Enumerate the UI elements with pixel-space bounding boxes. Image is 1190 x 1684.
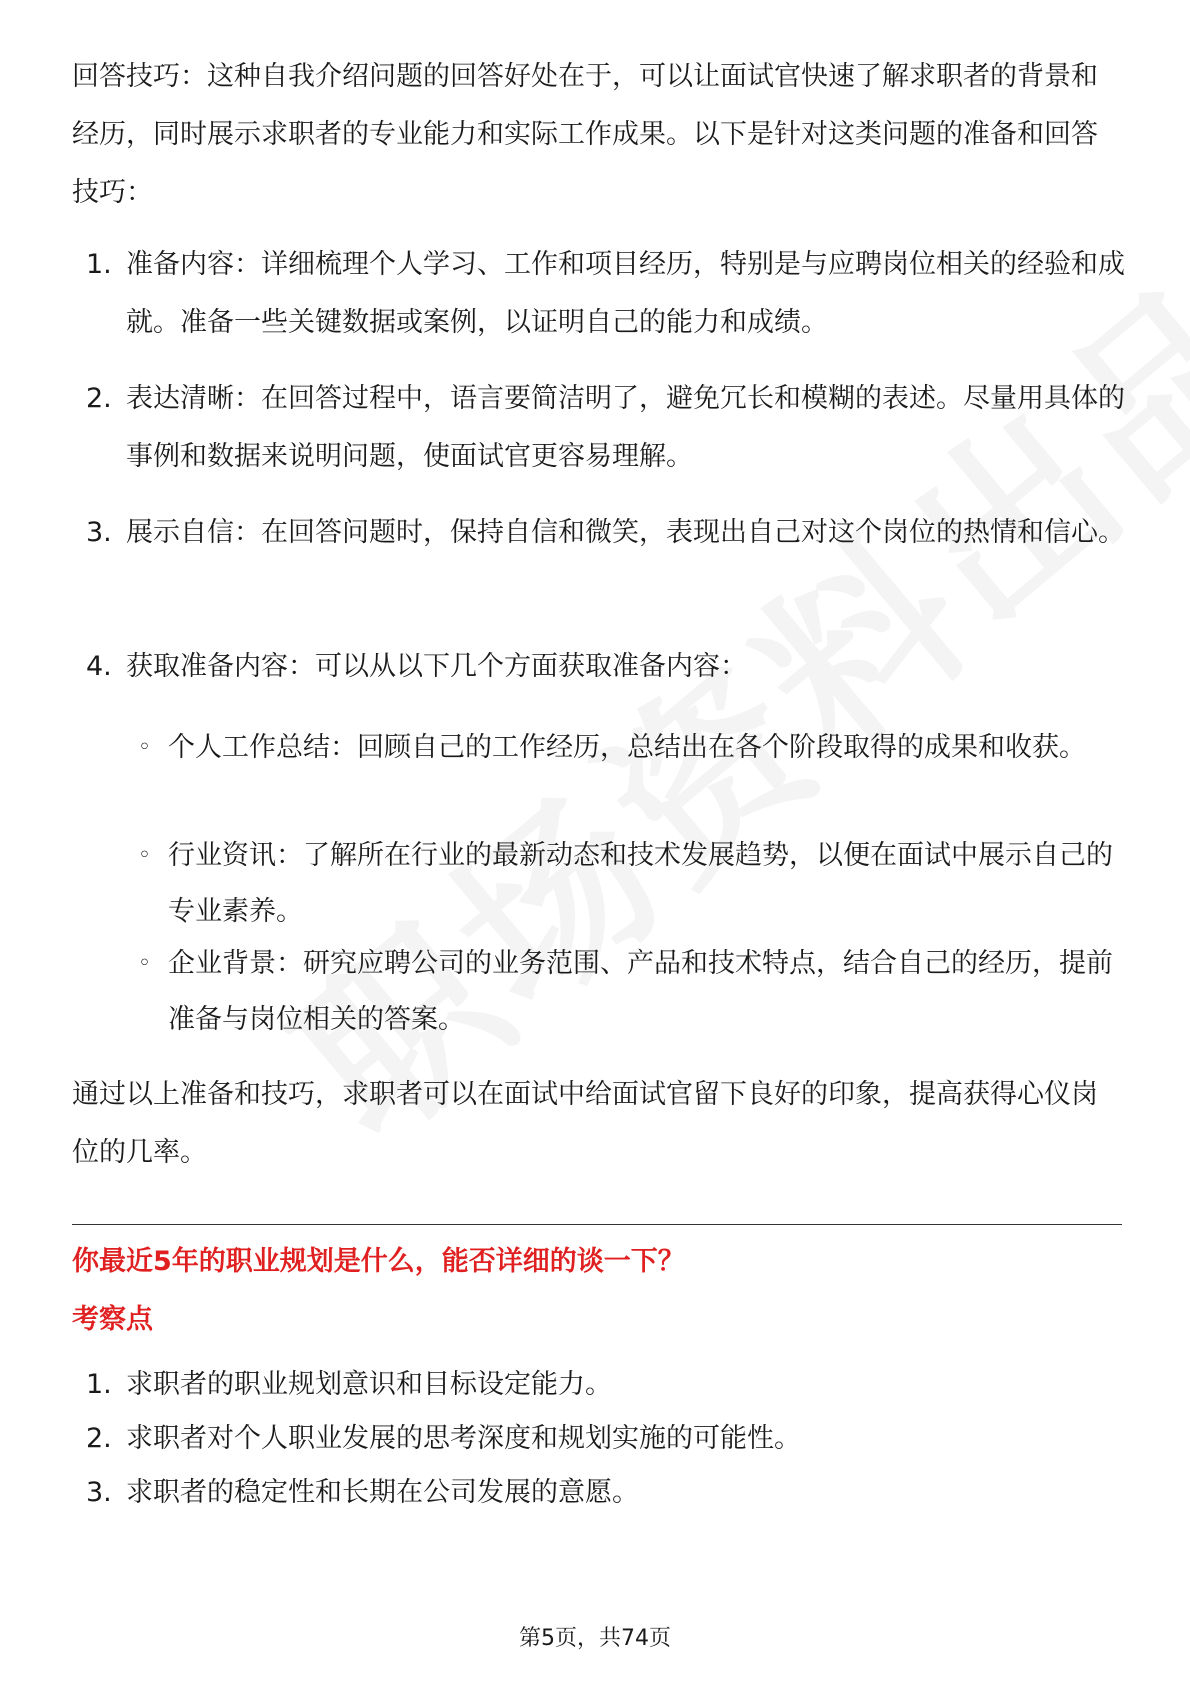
list-text: 获取准备内容：可以从以下几个方面获取准备内容：	[126, 651, 747, 682]
list-text: 表达清晰：在回答过程中，语言要简洁明了，避免冗长和模糊的表述。尽量用具体的事例和数据来说明问题，使面试官更容易理解。	[126, 383, 1125, 472]
list-number: 1.	[86, 249, 112, 280]
page-footer: 第5页，共74页	[519, 1626, 671, 1651]
section-divider	[72, 1224, 1122, 1225]
list-number: 3.	[86, 1477, 112, 1508]
bullet-icon: ◦	[138, 951, 151, 976]
intro-paragraph: 回答技巧：这种自我介绍问题的回答好处在于，可以让面试官快速了解求职者的背景和经历，同时展示求职者的专业能力和实际工作成果。以下是针对这类问题的准备和回答技巧：	[72, 61, 1098, 208]
list-text: 求职者的稳定性和长期在公司发展的意愿。	[126, 1477, 639, 1508]
list-number: 4.	[86, 651, 112, 682]
sub-list-text: 行业资讯：了解所在行业的最新动态和技术发展趋势，以便在面试中展示自己的专业素养。	[168, 840, 1113, 927]
list-number: 2.	[86, 1423, 112, 1454]
list-text: 求职者的职业规划意识和目标设定能力。	[126, 1369, 612, 1400]
sub-list-text: 企业背景：研究应聘公司的业务范围、产品和技术特点，结合自己的经历，提前准备与岗位相关的答案。	[168, 948, 1113, 1035]
list-text: 展示自信：在回答问题时，保持自信和微笑，表现出自己对这个岗位的热情和信心。	[126, 517, 1125, 548]
question-heading: 你最近5年的职业规划是什么，能否详细的谈一下？	[72, 1246, 685, 1277]
section-heading: 考察点	[72, 1304, 153, 1335]
conclusion-paragraph: 通过以上准备和技巧，求职者可以在面试中给面试官留下良好的印象，提高获得心仪岗位的几率。	[72, 1079, 1098, 1168]
bullet-icon: ◦	[138, 735, 151, 760]
list-text: 求职者对个人职业发展的思考深度和规划实施的可能性。	[126, 1423, 801, 1454]
list-number: 3.	[86, 517, 112, 548]
list-number: 1.	[86, 1369, 112, 1400]
bullet-icon: ◦	[138, 843, 151, 868]
list-text: 准备内容：详细梳理个人学习、工作和项目经历，特别是与应聘岗位相关的经验和成就。准备一些关键数据或案例，以证明自己的能力和成绩。	[126, 249, 1125, 338]
list-number: 2.	[86, 383, 112, 414]
sub-list-text: 个人工作总结：回顾自己的工作经历，总结出在各个阶段取得的成果和收获。	[168, 732, 1086, 763]
